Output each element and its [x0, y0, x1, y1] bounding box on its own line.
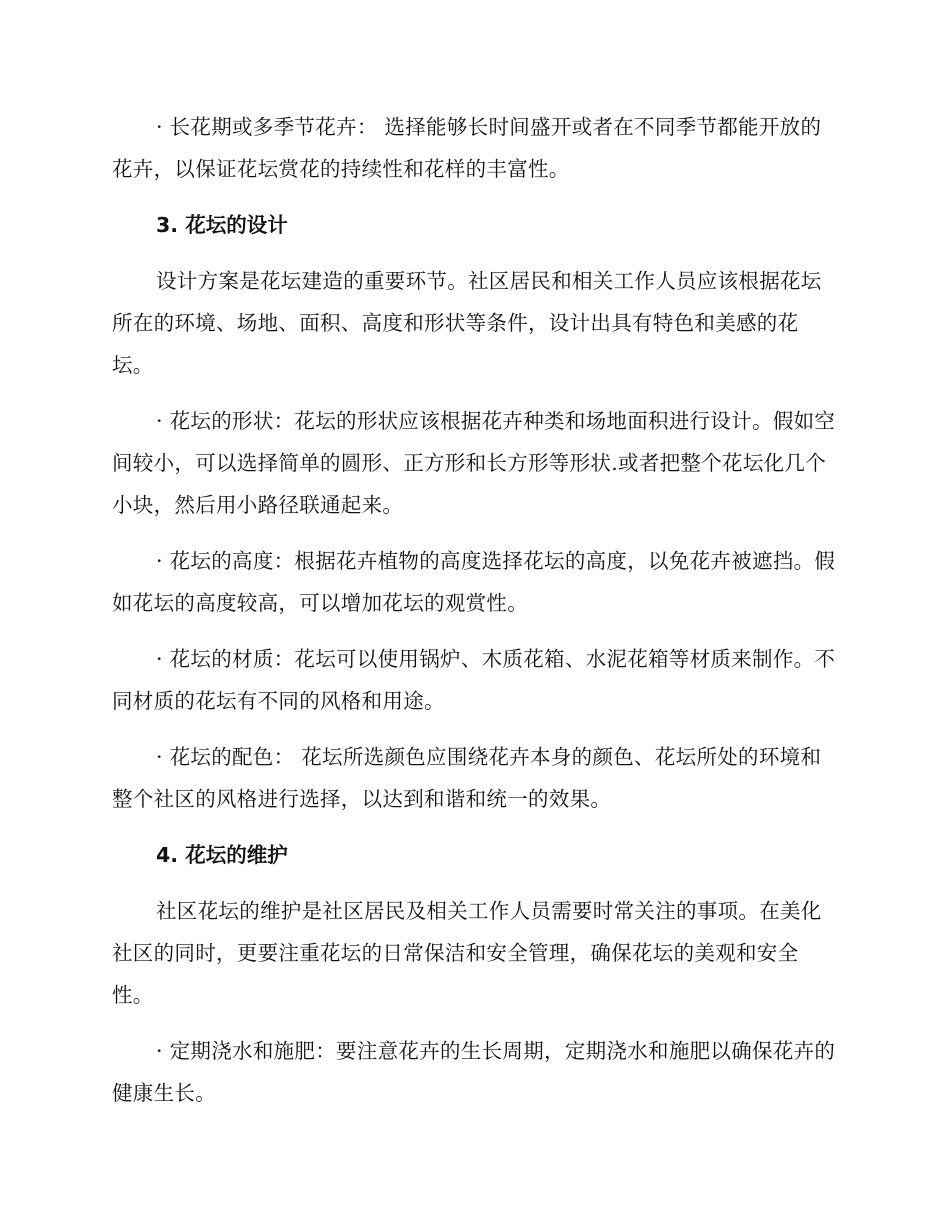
bullet-long-bloom-flowers: · 长花期或多季节花卉： 选择能够长时间盛开或者在不同季节都能开放的花卉，以保证花坛赏花的持续性和花样的丰富性。 — [112, 115, 822, 181]
paragraph-design-intro: 设计方案是花坛建造的重要环节。社区居民和相关工作人员应该根据花坛所在的环境、场地、面积、高度和形状等条件，设计出具有特色和美感的花坛。 — [112, 269, 822, 377]
bullet-flowerbed-height: · 花坛的高度：根据花卉植物的高度选择花坛的高度，以免花卉被遮挡。假如花坛的高度较高，可以增加花坛的观赏性。 — [112, 549, 836, 615]
bullet-flowerbed-shape: · 花坛的形状：花坛的形状应该根据花卉种类和场地面积进行设计。假如空间较小，可以选择简单的圆形、正方形和长方形等形状.或者把整个花坛化几个小块，然后用小路径联通起来。 — [112, 409, 836, 517]
document-body — [112, 106, 838, 1114]
section-heading-maintenance: 4. 花坛的维护 — [156, 843, 288, 867]
section-heading-design: 3. 花坛的设计 — [156, 213, 288, 237]
paragraph-maintenance-intro: 社区花坛的维护是社区居民及相关工作人员需要时常关注的事项。在美化社区的同时，更要注重花坛的日常保洁和安全管理，确保花坛的美观和安全性。 — [112, 899, 822, 1007]
bullet-flowerbed-color: · 花坛的配色： 花坛所选颜色应围绕花卉本身的颜色、花坛所处的环境和整个社区的风格进行选择，以达到和谐和统一的效果。 — [112, 745, 822, 811]
bullet-flowerbed-material: · 花坛的材质：花坛可以使用锅炉、木质花箱、水泥花箱等材质来制作。不同材质的花坛有不同的风格和用途。 — [112, 647, 836, 713]
bullet-watering-fertilizing: · 定期浇水和施肥：要注意花卉的生长周期，定期浇水和施肥以确保花卉的健康生长。 — [112, 1039, 836, 1105]
